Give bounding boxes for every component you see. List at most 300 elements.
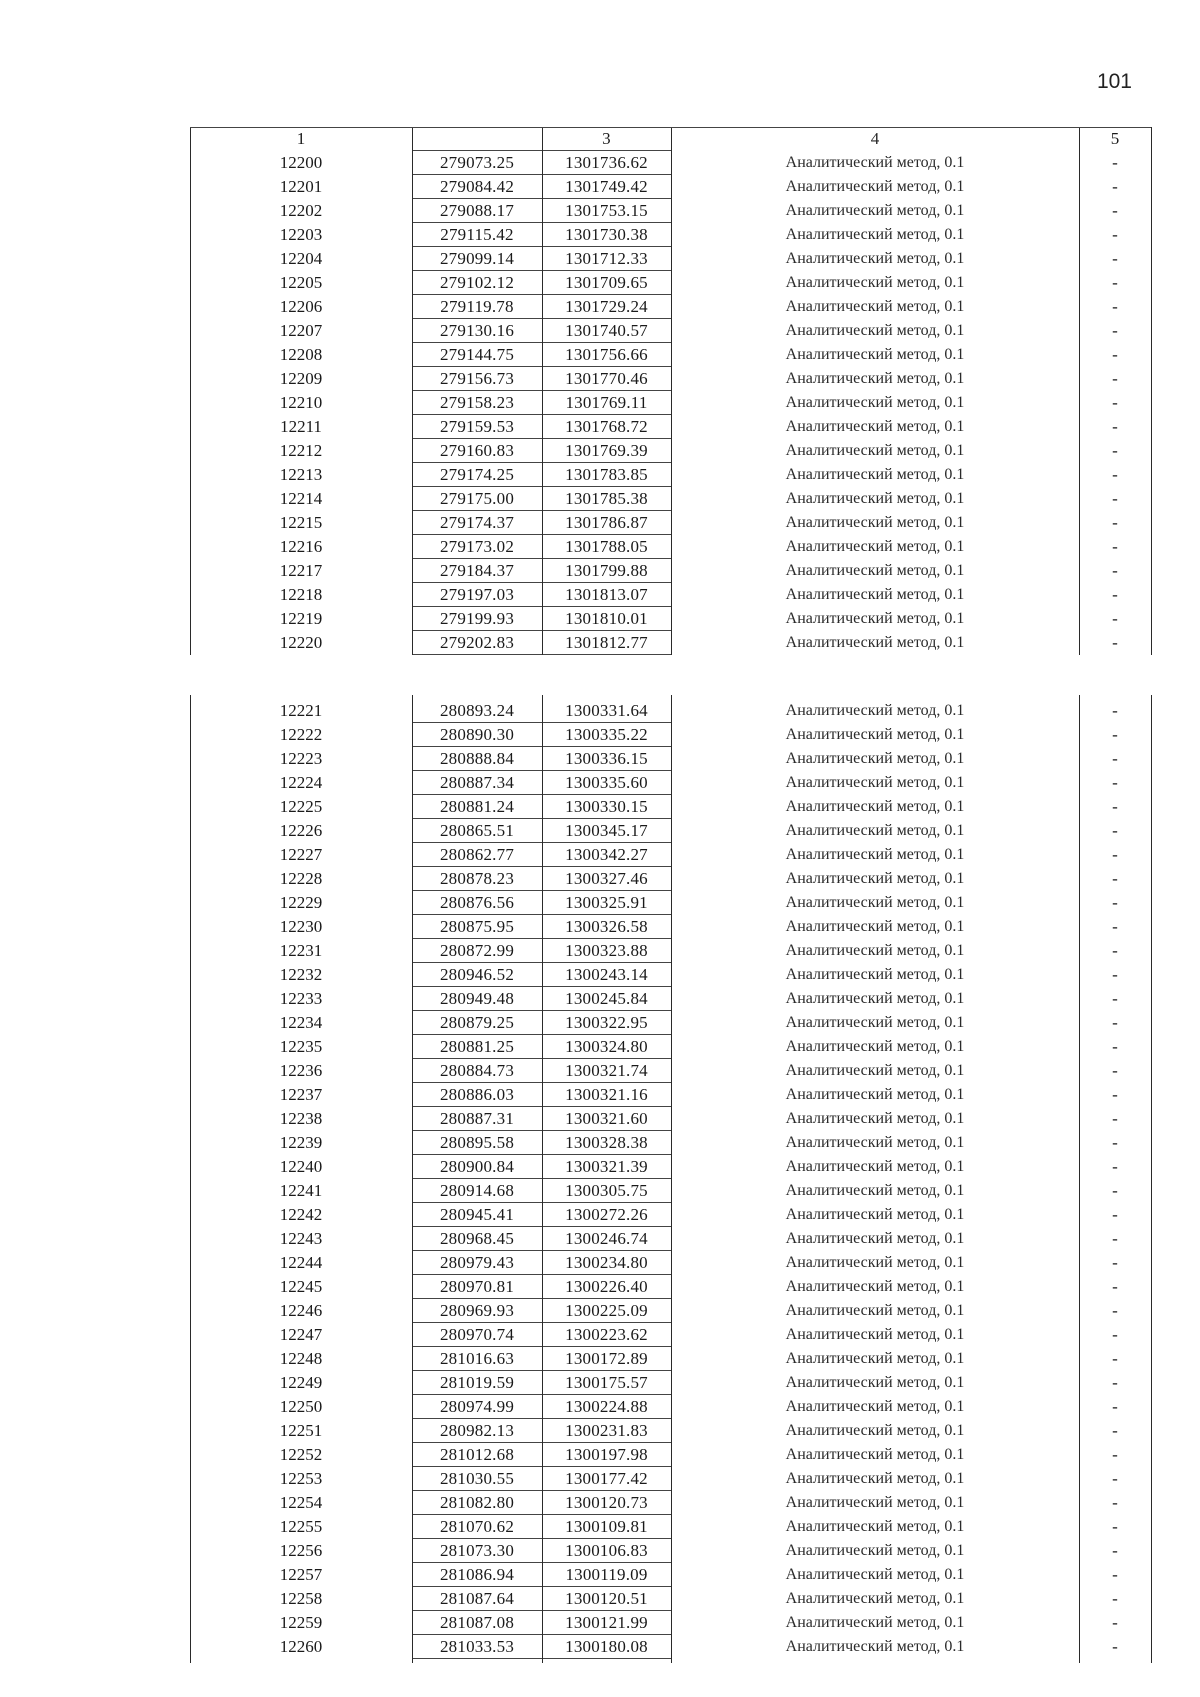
row-underline: [412, 1634, 542, 1635]
row-underline: [542, 486, 671, 487]
row-underline: [542, 606, 671, 607]
cell-y-coordinate: 1300328.38: [565, 1133, 648, 1152]
cell-y-coordinate: 1300177.42: [565, 1469, 648, 1488]
cell-y-coordinate: 1300223.62: [565, 1325, 648, 1344]
cell-note: -: [1112, 1325, 1118, 1344]
cell-x-coordinate: 280865.51: [439, 821, 515, 840]
cell-x-coordinate: 279158.23: [439, 393, 515, 412]
row-underline: [542, 510, 671, 511]
cell-point-number: 12213: [279, 465, 323, 484]
row-underline: [412, 438, 542, 439]
row-underline: [542, 1370, 671, 1371]
row-underline: [542, 270, 671, 271]
row-underline: [412, 1274, 542, 1275]
cell-point-number: 12220: [279, 633, 323, 652]
cell-y-coordinate: 1300321.60: [565, 1109, 648, 1128]
row-underline: [412, 866, 542, 867]
cell-point-number: 12233: [279, 989, 323, 1008]
row-underline: [412, 222, 542, 223]
cell-method-accuracy: Аналитический метод, 0.1: [785, 466, 965, 483]
row-underline: [542, 986, 671, 987]
row-underline: [412, 606, 542, 607]
header-note: 5: [1110, 129, 1120, 148]
cell-y-coordinate: 1300119.09: [565, 1565, 648, 1584]
cell-x-coordinate: 279156.73: [439, 369, 515, 388]
row-underline: [542, 462, 671, 463]
cell-method-accuracy: Аналитический метод, 0.1: [785, 1278, 965, 1295]
cell-note: -: [1112, 561, 1118, 580]
cell-point-number: 12201: [279, 177, 323, 196]
cell-method-accuracy: Аналитический метод, 0.1: [785, 774, 965, 791]
cell-point-number: 12226: [279, 821, 323, 840]
cell-y-coordinate: 1300335.60: [565, 773, 648, 792]
cell-y-coordinate: 1301788.05: [565, 537, 648, 556]
cell-note: -: [1112, 345, 1118, 364]
cell-point-number: 12258: [279, 1589, 323, 1608]
row-underline: [542, 318, 671, 319]
cell-x-coordinate: 279199.93: [439, 609, 515, 628]
row-underline: [412, 1658, 542, 1659]
cell-y-coordinate: 1301768.72: [565, 417, 648, 436]
cell-y-coordinate: 1300323.88: [565, 941, 648, 960]
row-underline: [412, 390, 542, 391]
cell-note: -: [1112, 845, 1118, 864]
cell-note: -: [1112, 273, 1118, 292]
row-underline: [542, 866, 671, 867]
cell-y-coordinate: 1301769.39: [565, 441, 648, 460]
cell-method-accuracy: Аналитический метод, 0.1: [785, 250, 965, 267]
cell-point-number: 12204: [279, 249, 323, 268]
row-underline: [412, 1346, 542, 1347]
cell-method-accuracy: Аналитический метод, 0.1: [785, 178, 965, 195]
cell-point-number: 12207: [279, 321, 323, 340]
cell-note: -: [1112, 513, 1118, 532]
cell-method-accuracy: Аналитический метод, 0.1: [785, 514, 965, 531]
cell-note: -: [1112, 1613, 1118, 1632]
row-underline: [412, 486, 542, 487]
cell-note: -: [1112, 1037, 1118, 1056]
cell-method-accuracy: Аналитический метод, 0.1: [785, 1230, 965, 1247]
row-underline: [412, 1106, 542, 1107]
cell-point-number: 12212: [279, 441, 323, 460]
row-underline: [542, 1106, 671, 1107]
cell-y-coordinate: 1300321.16: [565, 1085, 648, 1104]
cell-y-coordinate: 1301740.57: [565, 321, 648, 340]
row-underline: [542, 630, 671, 631]
header-point-number: 1: [296, 129, 306, 148]
cell-x-coordinate: 280881.25: [439, 1037, 515, 1056]
cell-note: -: [1112, 297, 1118, 316]
row-underline: [412, 1226, 542, 1227]
cell-y-coordinate: 1300180.08: [565, 1637, 648, 1656]
cell-x-coordinate: 280969.93: [439, 1301, 515, 1320]
cell-note: -: [1112, 869, 1118, 888]
cell-x-coordinate: 279144.75: [439, 345, 515, 364]
cell-y-coordinate: 1300324.80: [565, 1037, 648, 1056]
cell-point-number: 12221: [279, 701, 323, 720]
row-underline: [412, 462, 542, 463]
cell-x-coordinate: 279174.25: [439, 465, 515, 484]
cell-y-coordinate: 1301736.62: [565, 153, 648, 172]
cell-note: -: [1112, 725, 1118, 744]
row-underline: [412, 246, 542, 247]
cell-method-accuracy: Аналитический метод, 0.1: [785, 1014, 965, 1031]
cell-y-coordinate: 1301753.15: [565, 201, 648, 220]
column-rule: [671, 127, 672, 655]
row-underline: [412, 510, 542, 511]
row-underline: [542, 1226, 671, 1227]
cell-x-coordinate: 280888.84: [439, 749, 515, 768]
cell-x-coordinate: 280914.68: [439, 1181, 515, 1200]
cell-point-number: 12252: [279, 1445, 323, 1464]
cell-x-coordinate: 280886.03: [439, 1085, 515, 1104]
cell-note: -: [1112, 1013, 1118, 1032]
cell-point-number: 12248: [279, 1349, 323, 1368]
cell-method-accuracy: Аналитический метод, 0.1: [785, 1038, 965, 1055]
cell-note: -: [1112, 1397, 1118, 1416]
row-underline: [412, 722, 542, 723]
row-underline: [542, 294, 671, 295]
cell-x-coordinate: 280878.23: [439, 869, 515, 888]
cell-method-accuracy: Аналитический метод, 0.1: [785, 966, 965, 983]
cell-note: -: [1112, 1373, 1118, 1392]
cell-method-accuracy: Аналитический метод, 0.1: [785, 1542, 965, 1559]
row-underline: [412, 1322, 542, 1323]
cell-note: -: [1112, 1349, 1118, 1368]
cell-method-accuracy: Аналитический метод, 0.1: [785, 1254, 965, 1271]
cell-x-coordinate: 279115.42: [440, 225, 514, 244]
cell-y-coordinate: 1300234.80: [565, 1253, 648, 1272]
row-underline: [412, 1082, 542, 1083]
header-y-coordinate: 3: [602, 129, 611, 148]
cell-y-coordinate: 1301712.33: [565, 249, 648, 268]
cell-method-accuracy: Аналитический метод, 0.1: [785, 1062, 965, 1079]
cell-point-number: 12209: [279, 369, 323, 388]
row-underline: [412, 534, 542, 535]
cell-y-coordinate: 1300327.46: [565, 869, 648, 888]
row-underline: [412, 318, 542, 319]
cell-method-accuracy: Аналитический метод, 0.1: [785, 370, 965, 387]
cell-method-accuracy: Аналитический метод, 0.1: [785, 726, 965, 743]
cell-x-coordinate: 281082.80: [439, 1493, 515, 1512]
cell-note: -: [1112, 1229, 1118, 1248]
cell-point-number: 12256: [279, 1541, 323, 1560]
cell-x-coordinate: 280890.30: [439, 725, 515, 744]
cell-y-coordinate: 1300121.99: [565, 1613, 648, 1632]
row-underline: [412, 1562, 542, 1563]
cell-point-number: 12260: [279, 1637, 323, 1656]
cell-y-coordinate: 1300321.74: [565, 1061, 648, 1080]
row-underline: [542, 174, 671, 175]
cell-y-coordinate: 1300330.15: [565, 797, 648, 816]
cell-y-coordinate: 1301729.24: [565, 297, 648, 316]
row-underline: [542, 654, 671, 655]
row-underline: [542, 1466, 671, 1467]
row-underline: [542, 1034, 671, 1035]
cell-x-coordinate: 279197.03: [439, 585, 515, 604]
row-underline: [542, 962, 671, 963]
cell-point-number: 12225: [279, 797, 323, 816]
row-underline: [412, 770, 542, 771]
row-underline: [542, 414, 671, 415]
cell-x-coordinate: 280982.13: [439, 1421, 515, 1440]
cell-x-coordinate: 279102.12: [439, 273, 515, 292]
cell-x-coordinate: 281087.08: [439, 1613, 515, 1632]
cell-note: -: [1112, 821, 1118, 840]
column-rule: [542, 695, 543, 1663]
cell-method-accuracy: Аналитический метод, 0.1: [785, 442, 965, 459]
column-rule: [1151, 127, 1152, 655]
cell-note: -: [1112, 773, 1118, 792]
cell-x-coordinate: 280970.81: [439, 1277, 515, 1296]
cell-y-coordinate: 1300120.51: [565, 1589, 648, 1608]
cell-x-coordinate: 280900.84: [439, 1157, 515, 1176]
cell-point-number: 12219: [279, 609, 323, 628]
cell-point-number: 12250: [279, 1397, 323, 1416]
cell-method-accuracy: Аналитический метод, 0.1: [785, 894, 965, 911]
cell-method-accuracy: Аналитический метод, 0.1: [785, 1374, 965, 1391]
cell-point-number: 12255: [279, 1517, 323, 1536]
cell-point-number: 12224: [279, 773, 323, 792]
cell-note: -: [1112, 1133, 1118, 1152]
row-underline: [542, 1202, 671, 1203]
cell-x-coordinate: 279084.42: [439, 177, 515, 196]
cell-point-number: 12211: [280, 417, 322, 436]
cell-x-coordinate: 280875.95: [439, 917, 515, 936]
cell-method-accuracy: Аналитический метод, 0.1: [785, 798, 965, 815]
row-underline: [412, 1010, 542, 1011]
cell-y-coordinate: 1300197.98: [565, 1445, 648, 1464]
cell-note: -: [1112, 797, 1118, 816]
row-underline: [542, 1562, 671, 1563]
cell-note: -: [1112, 1061, 1118, 1080]
cell-point-number: 12254: [279, 1493, 323, 1512]
row-underline: [412, 1130, 542, 1131]
cell-point-number: 12234: [279, 1013, 323, 1032]
cell-method-accuracy: Аналитический метод, 0.1: [785, 202, 965, 219]
cell-x-coordinate: 280879.25: [439, 1013, 515, 1032]
row-underline: [412, 1586, 542, 1587]
cell-x-coordinate: 281073.30: [439, 1541, 515, 1560]
cell-method-accuracy: Аналитический метод, 0.1: [785, 990, 965, 1007]
cell-point-number: 12241: [279, 1181, 323, 1200]
row-underline: [412, 1514, 542, 1515]
row-underline: [412, 1178, 542, 1179]
cell-y-coordinate: 1301756.66: [565, 345, 648, 364]
cell-note: -: [1112, 1493, 1118, 1512]
cell-note: -: [1112, 1277, 1118, 1296]
cell-method-accuracy: Аналитический метод, 0.1: [785, 1518, 965, 1535]
cell-point-number: 12214: [279, 489, 323, 508]
cell-method-accuracy: Аналитический метод, 0.1: [785, 322, 965, 339]
row-underline: [412, 938, 542, 939]
cell-method-accuracy: Аналитический метод, 0.1: [785, 1134, 965, 1151]
cell-note: -: [1112, 225, 1118, 244]
cell-point-number: 12236: [279, 1061, 323, 1080]
row-underline: [542, 1418, 671, 1419]
cell-method-accuracy: Аналитический метод, 0.1: [785, 298, 965, 315]
cell-note: -: [1112, 1469, 1118, 1488]
cell-point-number: 12210: [279, 393, 323, 412]
cell-x-coordinate: 279073.25: [439, 153, 515, 172]
row-underline: [412, 1610, 542, 1611]
cell-x-coordinate: 281087.64: [439, 1589, 515, 1608]
cell-point-number: 12246: [279, 1301, 323, 1320]
row-underline: [542, 558, 671, 559]
row-underline: [412, 1370, 542, 1371]
cell-point-number: 12223: [279, 749, 323, 768]
cell-point-number: 12242: [279, 1205, 323, 1224]
cell-y-coordinate: 1300335.22: [565, 725, 648, 744]
row-underline: [412, 746, 542, 747]
cell-point-number: 12227: [279, 845, 323, 864]
cell-x-coordinate: 281033.53: [439, 1637, 515, 1656]
cell-x-coordinate: 280946.52: [439, 965, 515, 984]
cell-note: -: [1112, 393, 1118, 412]
row-underline: [412, 1466, 542, 1467]
cell-note: -: [1112, 1157, 1118, 1176]
cell-y-coordinate: 1300106.83: [565, 1541, 648, 1560]
cell-y-coordinate: 1300325.91: [565, 893, 648, 912]
row-underline: [542, 746, 671, 747]
row-underline: [542, 1658, 671, 1659]
cell-x-coordinate: 281016.63: [439, 1349, 515, 1368]
row-underline: [412, 1538, 542, 1539]
column-rule: [1079, 127, 1080, 655]
cell-x-coordinate: 281019.59: [439, 1373, 515, 1392]
cell-method-accuracy: Аналитический метод, 0.1: [785, 1398, 965, 1415]
row-underline: [542, 1082, 671, 1083]
column-rule: [190, 127, 191, 655]
cell-method-accuracy: Аналитический метод, 0.1: [785, 1350, 965, 1367]
row-underline: [542, 1274, 671, 1275]
coordinates-table: [190, 127, 1151, 1665]
row-underline: [412, 582, 542, 583]
row-underline: [542, 438, 671, 439]
cell-x-coordinate: 281012.68: [439, 1445, 515, 1464]
cell-note: -: [1112, 417, 1118, 436]
cell-method-accuracy: Аналитический метод, 0.1: [785, 1302, 965, 1319]
cell-method-accuracy: Аналитический метод, 0.1: [785, 634, 965, 651]
row-underline: [542, 222, 671, 223]
row-underline: [542, 1010, 671, 1011]
cell-point-number: 12245: [279, 1277, 323, 1296]
cell-note: -: [1112, 585, 1118, 604]
cell-method-accuracy: Аналитический метод, 0.1: [785, 394, 965, 411]
cell-method-accuracy: Аналитический метод, 0.1: [785, 846, 965, 863]
cell-point-number: 12243: [279, 1229, 323, 1248]
cell-note: -: [1112, 633, 1118, 652]
row-underline: [542, 1538, 671, 1539]
cell-point-number: 12203: [279, 225, 323, 244]
row-underline: [542, 890, 671, 891]
cell-x-coordinate: 280979.43: [439, 1253, 515, 1272]
row-underline: [542, 366, 671, 367]
row-underline: [412, 1418, 542, 1419]
cell-x-coordinate: 280968.45: [439, 1229, 515, 1248]
cell-method-accuracy: Аналитический метод, 0.1: [785, 346, 965, 363]
cell-y-coordinate: 1300172.89: [565, 1349, 648, 1368]
row-underline: [542, 1346, 671, 1347]
cell-y-coordinate: 1300225.09: [565, 1301, 648, 1320]
cell-method-accuracy: Аналитический метод, 0.1: [785, 1326, 965, 1343]
cell-y-coordinate: 1300246.74: [565, 1229, 648, 1248]
cell-x-coordinate: 279202.83: [439, 633, 515, 652]
row-underline: [542, 1490, 671, 1491]
cell-point-number: 12259: [279, 1613, 323, 1632]
cell-method-accuracy: Аналитический метод, 0.1: [785, 1614, 965, 1631]
cell-y-coordinate: 1301769.11: [565, 393, 648, 412]
cell-method-accuracy: Аналитический метод, 0.1: [785, 702, 965, 719]
cell-x-coordinate: 280893.24: [439, 701, 515, 720]
cell-method-accuracy: Аналитический метод, 0.1: [785, 586, 965, 603]
row-underline: [412, 986, 542, 987]
cell-point-number: 12244: [279, 1253, 323, 1272]
cell-method-accuracy: Аналитический метод, 0.1: [785, 1638, 965, 1655]
cell-note: -: [1112, 1517, 1118, 1536]
cell-note: -: [1112, 441, 1118, 460]
row-underline: [542, 1442, 671, 1443]
cell-point-number: 12202: [279, 201, 323, 220]
cell-method-accuracy: Аналитический метод, 0.1: [785, 226, 965, 243]
cell-method-accuracy: Аналитический метод, 0.1: [785, 870, 965, 887]
cell-note: -: [1112, 1181, 1118, 1200]
cell-note: -: [1112, 1205, 1118, 1224]
column-rule: [412, 127, 413, 655]
row-underline: [542, 1058, 671, 1059]
cell-point-number: 12232: [279, 965, 323, 984]
cell-y-coordinate: 1300272.26: [565, 1205, 648, 1224]
cell-x-coordinate: 279119.78: [440, 297, 514, 316]
table-top-border: [190, 127, 1151, 128]
cell-point-number: 12249: [279, 1373, 323, 1392]
cell-method-accuracy: Аналитический метод, 0.1: [785, 822, 965, 839]
row-underline: [542, 246, 671, 247]
cell-y-coordinate: 1300231.83: [565, 1421, 648, 1440]
cell-note: -: [1112, 489, 1118, 508]
cell-y-coordinate: 1301730.38: [565, 225, 648, 244]
row-underline: [542, 582, 671, 583]
cell-method-accuracy: Аналитический метод, 0.1: [785, 1182, 965, 1199]
cell-note: -: [1112, 1085, 1118, 1104]
cell-y-coordinate: 1300322.95: [565, 1013, 648, 1032]
cell-note: -: [1112, 941, 1118, 960]
row-underline: [542, 390, 671, 391]
cell-point-number: 12251: [279, 1421, 323, 1440]
cell-x-coordinate: 281086.94: [439, 1565, 515, 1584]
row-underline: [412, 842, 542, 843]
row-underline: [412, 962, 542, 963]
cell-x-coordinate: 279088.17: [439, 201, 515, 220]
row-underline: [542, 722, 671, 723]
cell-note: -: [1112, 893, 1118, 912]
cell-method-accuracy: Аналитический метод, 0.1: [785, 1206, 965, 1223]
cell-note: -: [1112, 609, 1118, 628]
cell-y-coordinate: 1300120.73: [565, 1493, 648, 1512]
cell-y-coordinate: 1300326.58: [565, 917, 648, 936]
cell-point-number: 12215: [279, 513, 323, 532]
cell-x-coordinate: 280974.99: [439, 1397, 515, 1416]
cell-y-coordinate: 1300245.84: [565, 989, 648, 1008]
row-underline: [542, 150, 671, 151]
row-underline: [542, 198, 671, 199]
cell-point-number: 12247: [279, 1325, 323, 1344]
row-underline: [412, 630, 542, 631]
cell-note: -: [1112, 1301, 1118, 1320]
row-underline: [412, 794, 542, 795]
cell-y-coordinate: 1301749.42: [565, 177, 648, 196]
cell-note: -: [1112, 201, 1118, 220]
